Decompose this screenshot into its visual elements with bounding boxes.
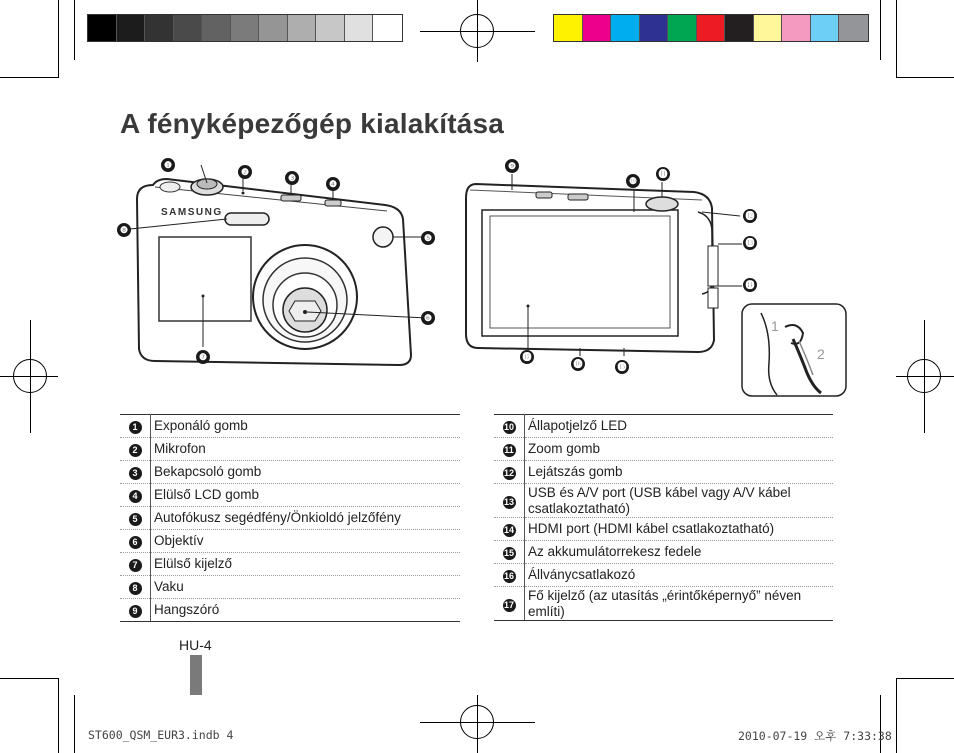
table-row <box>120 438 460 461</box>
row-number-badge: 17 <box>503 599 514 610</box>
table-row <box>120 576 460 599</box>
table-row <box>120 553 460 576</box>
callout-12: ⓬ <box>743 209 757 223</box>
part-label: Fő kijelző (az utasítás „érintőképernyő” néven említi) <box>525 587 834 621</box>
row-number-badge: 11 <box>504 445 514 455</box>
part-label: Elülső LCD gomb <box>151 484 461 507</box>
callout-15: ⓯ <box>615 360 629 374</box>
row-number-cell <box>494 438 525 461</box>
part-label: HDMI port (HDMI kábel csatlakoztatható) <box>525 518 834 541</box>
row-number-badge: 1 <box>129 421 142 434</box>
row-number-badge: 14 <box>503 525 514 535</box>
row-number-badge: 16 <box>503 571 514 581</box>
row-number-badge: 8 <box>129 582 142 595</box>
color-swatch <box>88 15 117 41</box>
row-number-badge: 9 <box>129 605 142 618</box>
part-label: Lejátszás gomb <box>525 461 834 484</box>
row-number-cell <box>120 461 151 484</box>
part-label: USB és A/V port (USB kábel vagy A/V kábel csatlakoztatható) <box>525 484 834 518</box>
table-row <box>120 599 460 622</box>
callout-10: ❿ <box>626 174 640 188</box>
table-row <box>494 587 833 621</box>
gray-calibration-strip <box>87 14 403 42</box>
table-row <box>494 438 833 461</box>
row-number-badge: 12 <box>503 468 514 478</box>
color-swatch <box>811 15 840 41</box>
color-swatch <box>754 15 783 41</box>
part-label: Autofókusz segédfény/Önkioldó jelzőfény <box>151 507 461 530</box>
row-number-badge: 6 <box>129 536 142 549</box>
row-number-cell <box>120 507 151 530</box>
row-number-cell <box>494 564 525 587</box>
part-label: Zoom gomb <box>525 438 834 461</box>
row-number-badge: 2 <box>129 444 142 457</box>
row-number-badge: 15 <box>503 548 514 558</box>
part-label: Mikrofon <box>151 438 461 461</box>
callout-5: ❺ <box>421 231 435 245</box>
color-swatch <box>782 15 811 41</box>
row-number-badge: 10 <box>503 422 514 432</box>
row-number-cell <box>494 484 525 518</box>
table-row <box>494 415 833 438</box>
color-swatch <box>839 15 868 41</box>
table-row <box>120 484 460 507</box>
callout-17: ⓱ <box>520 350 534 364</box>
row-number-cell <box>120 438 151 461</box>
color-swatch <box>668 15 697 41</box>
parts-table-left <box>120 414 460 622</box>
strap-inset-illustration <box>741 303 847 397</box>
row-number-cell <box>120 576 151 599</box>
footer-filename: ST600_QSM_EUR3.indb 4 <box>88 728 234 742</box>
row-number-badge: 5 <box>129 513 142 526</box>
row-number-cell <box>120 484 151 507</box>
page-edge-tab <box>190 655 202 695</box>
color-swatch <box>373 15 402 41</box>
color-swatch <box>697 15 726 41</box>
page-number: HU-4 <box>179 637 212 653</box>
row-number-cell <box>120 415 151 438</box>
color-swatch <box>259 15 288 41</box>
row-number-badge: 3 <box>129 467 142 480</box>
color-swatch <box>640 15 669 41</box>
part-label: Vaku <box>151 576 461 599</box>
table-row <box>120 530 460 553</box>
color-swatch <box>288 15 317 41</box>
color-swatch <box>345 15 374 41</box>
color-swatch <box>145 15 174 41</box>
part-label: Elülső kijelző <box>151 553 461 576</box>
color-swatch <box>174 15 203 41</box>
part-label: Bekapcsoló gomb <box>151 461 461 484</box>
callout-3: ❸ <box>285 171 299 185</box>
table-row <box>120 507 460 530</box>
callout-14: ⓮ <box>743 278 757 292</box>
part-label: Hangszóró <box>151 599 461 622</box>
row-number-cell <box>494 415 525 438</box>
callout-1: ❶ <box>161 158 175 172</box>
row-number-cell <box>120 553 151 576</box>
part-label: Exponáló gomb <box>151 415 461 438</box>
color-swatch <box>611 15 640 41</box>
callout-11: ⓫ <box>656 167 670 181</box>
row-number-cell <box>494 518 525 541</box>
color-swatch <box>583 15 612 41</box>
table-row <box>494 564 833 587</box>
row-number-cell <box>120 599 151 622</box>
inset-step-1-label: 1 <box>771 318 779 334</box>
row-number-badge: 7 <box>129 559 142 572</box>
table-row <box>494 461 833 484</box>
row-number-cell <box>494 461 525 484</box>
table-row <box>494 541 833 564</box>
table-row <box>120 415 460 438</box>
row-number-cell <box>120 530 151 553</box>
color-swatch <box>554 15 583 41</box>
table-row <box>120 461 460 484</box>
callout-4: ❹ <box>326 177 340 191</box>
footer-timestamp: 2010-07-19 오후 7:33:38 <box>738 729 892 743</box>
row-number-cell <box>494 587 525 621</box>
color-swatch <box>725 15 754 41</box>
table-row <box>494 484 833 518</box>
part-label: Objektív <box>151 530 461 553</box>
page-title: A fényképezőgép kialakítása <box>120 108 505 139</box>
color-swatch <box>231 15 260 41</box>
color-swatch <box>202 15 231 41</box>
camera-back-illustration <box>462 172 762 362</box>
part-label: Az akkumulátorrekesz fedele <box>525 541 834 564</box>
callout-8: ❽ <box>117 223 131 237</box>
part-label: Állapotjelző LED <box>525 415 834 438</box>
callout-6: ❻ <box>421 311 435 325</box>
color-swatch <box>117 15 146 41</box>
color-swatch <box>316 15 345 41</box>
parts-table-right <box>494 414 833 621</box>
part-label: Állványcsatlakozó <box>525 564 834 587</box>
callout-7: ❼ <box>196 350 210 364</box>
camera-front-illustration <box>115 155 435 370</box>
color-calibration-strip <box>553 14 869 42</box>
row-number-badge: 13 <box>503 496 514 507</box>
callout-16: ⓰ <box>571 357 585 371</box>
callout-2: ❷ <box>238 165 252 179</box>
row-number-cell <box>494 541 525 564</box>
table-row <box>494 518 833 541</box>
callout-13: ⓭ <box>743 236 757 250</box>
camera-brand-text: SAMSUNG <box>161 207 223 218</box>
row-number-badge: 4 <box>129 490 142 503</box>
inset-step-2-label: 2 <box>817 346 825 362</box>
callout-9: ❾ <box>505 159 519 173</box>
